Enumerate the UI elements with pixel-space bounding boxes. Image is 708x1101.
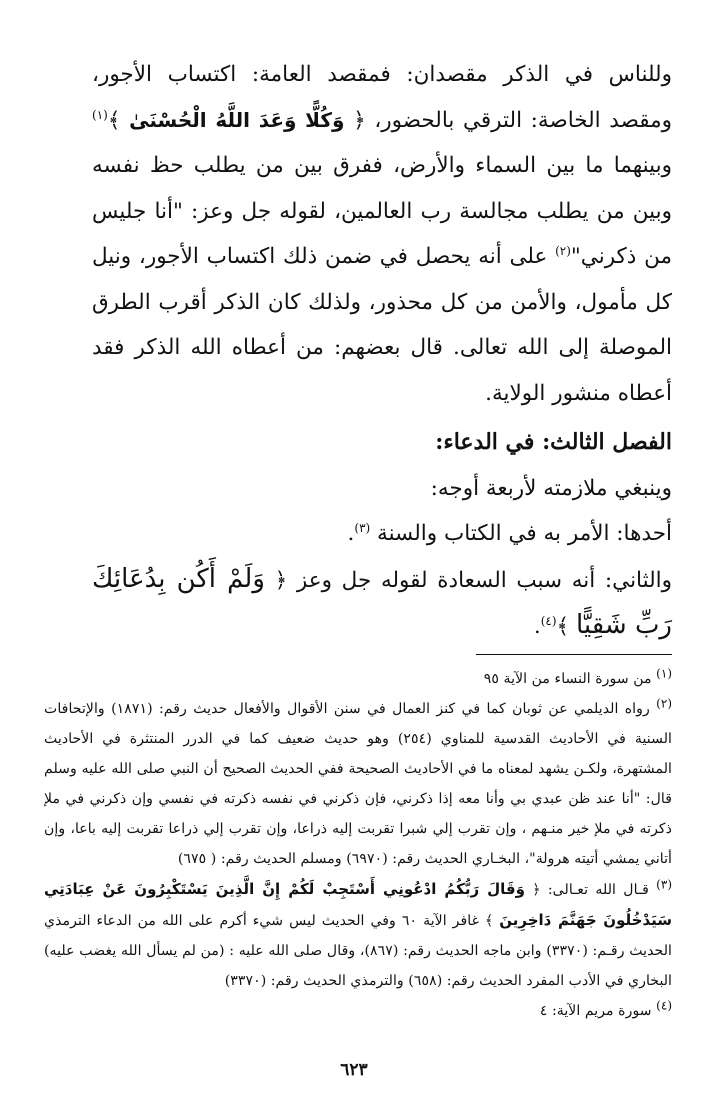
footnote-ref-3[interactable]: (٣) <box>354 520 371 535</box>
quran-open-bracket: ﴿ <box>274 567 288 593</box>
page-number: ٦٢٣ <box>340 1060 368 1080</box>
quran-close-bracket: ﴾ <box>484 913 494 929</box>
paragraph-dhikr <box>92 52 672 416</box>
intro-line <box>92 466 672 512</box>
point-1-text: أحدها: الأمر به في الكتاب والسنة <box>370 521 672 546</box>
quran-verse-3: وَقَالَ رَبُّكُمُ ادْعُونِي أَسْتَجِبْ لَكُمْ إِنَّ الَّذِينَ يَسْتَكْبِرُونَ عَنْ عِبَادَتِي سَيَدْخُلُونَ جَهَنَّمَ دَاخِرِينَ <box>44 880 672 929</box>
footnote-number: (٣) <box>656 877 672 892</box>
point-2-end: . <box>533 614 541 639</box>
quran-close-bracket: ﴾ <box>107 107 121 133</box>
footnote-ref-2[interactable]: (٢) <box>555 243 571 258</box>
footnote-number: (١) <box>656 666 672 681</box>
intro-text: وينبغي ملازمته لأربعة أوجه: <box>430 475 672 501</box>
footnote-text-cont: غافر الآية ٦٠ وفي الحديث ليس شيء أكرم على الله من الدعاء الترمذي الحديث رقـم: (٣٣٧٠) وابن ماجه الحديث رقم: (٨٦٧)، وقال صلى الله عليه : (من لم يسأل الله يغضب عليه) البخاري في الأدب المفرد الحديث رقم: (٦٥٨) والترمذي الحديث رقم: (٣٣٧٠) <box>44 913 672 989</box>
footnote-ref-4[interactable]: (٤) <box>540 613 557 628</box>
footnote-ref-1[interactable]: (١) <box>92 107 108 122</box>
main-text <box>92 52 672 650</box>
footnote-4 <box>44 996 672 1026</box>
footnote-number: (٤) <box>656 998 672 1013</box>
point-2 <box>92 557 672 650</box>
footnote-text: رواه الديلمي عن ثوبان كما في كنز العمال في سنن الأقوال والأفعال حديث رقم: (١٨٧١) والإتحافات السنية في الأحاديث القدسية للمناوي (٢٥٤) وهو حديث ضعيف كما في الدرر المنتثرة في الأحاديث المشتهرة، ولكـن يشهد لمعناه ما في الأحاديث الصحيحة ففي الحديث الصحيح أن النبي صلى الله عليه وسلم قال: "أنا عند ظن عبدي بي وأنا معه إذا ذكرني، فإن ذكرني في نفسه ذكرته في نفسي وإن ذكرني في ملإ ذكرته في ملإ خير منـهم ، وإن تقرب إلي شبرا تقربت إليه ذراعا، وإن تقرب إلي ذراعا تقربت إليه باعا، وإن أتاني يمشي أتيته هرولة"، البخـاري الحديث رقم: (٦٩٧٠) ومسلم الحديث رقم: ( ٦٧٥) <box>44 701 672 867</box>
footnote-3 <box>44 874 672 996</box>
footnote-divider <box>476 654 672 655</box>
footnote-number: (٢) <box>656 696 672 711</box>
paragraph-text-1: وللناس في الذكر مقصدان: فمقصد العامة: اكتساب الأجور، ومقصد الخاصة: الترقي بالحضور، <box>92 62 672 133</box>
quran-open-bracket: ﴿ <box>532 882 541 898</box>
paragraph-text-3: على أنه يحصل في ضمن ذلك اكتساب الأجور، ونيل كل مأمول، والأمن من كل محذور، ولذلك كان الذكر أقرب الطرق الموصلة إلى الله تعالى. قال بعضهم: من أعطاه الله الذكر فقد أعطاه منشور الولاية. <box>92 244 672 406</box>
quran-verse-2: وَلَمْ أَكُن بِدُعَائِكَ رَبِّ شَقِيًّا <box>92 563 672 640</box>
quran-close-bracket: ﴾ <box>556 614 570 639</box>
quran-verse-1: وَكُلًّا وَعَدَ اللَّهُ الْحُسْنَىٰ <box>129 107 345 132</box>
footnote-text: قـال الله تعـالى: <box>540 882 657 898</box>
quran-open-bracket: ﴿ <box>353 107 366 133</box>
footnotes <box>44 664 672 1026</box>
footnote-text: من سورة النساء من الآية ٩٥ <box>483 671 657 687</box>
point-1-end: . <box>347 521 355 546</box>
point-2-text: والثاني: أنه سبب السعادة لقوله جل وعز <box>287 567 672 593</box>
chapter-heading: الفصل الثالث: في الدعاء: <box>435 429 672 455</box>
footnote-text: سورة مريم الآية: ٤ <box>539 1003 657 1019</box>
point-1 <box>92 511 672 557</box>
paragraph-text-2: وبينهما ما بين السماء والأرض، ففرق بين من يطلب حظ نفسه وبين من يطلب مجالسة رب العالمين، لقوله جل وعز: "أنا جليس من ذكرني" <box>92 153 672 269</box>
footnote-2 <box>44 694 672 874</box>
chapter-heading-line <box>92 420 672 466</box>
footnote-1 <box>44 664 672 694</box>
